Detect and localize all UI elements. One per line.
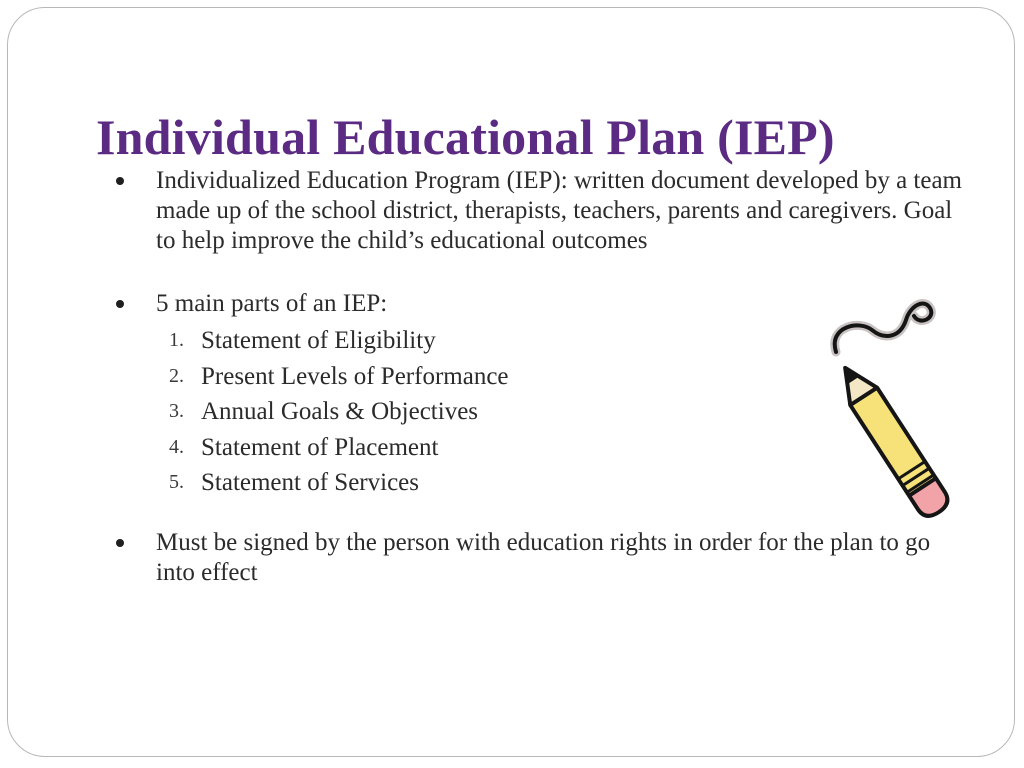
- list-item-label: Statement of Eligibility: [201, 327, 436, 354]
- list-item-label: Statement of Services: [201, 469, 419, 496]
- list-item-label: Present Levels of Performance: [201, 362, 509, 390]
- list-item-number: 1.: [169, 329, 184, 351]
- list-item-number: 5.: [169, 471, 184, 493]
- bullet-signature-requirement: Must be signed by the person with education rights in order for the plan to go into effect: [112, 528, 962, 588]
- slide-title: Individual Educational Plan (IEP): [96, 109, 835, 165]
- list-item-label: Annual Goals & Objectives: [201, 398, 479, 425]
- list-item-number: 2.: [169, 364, 184, 387]
- bullet-iep-definition: Individualized Education Program (IEP): written document developed by a team made up of the school district, therapists, teachers, parents and caregivers. Goal to help improve the child’s educational outcomes: [112, 166, 962, 256]
- list-item-number: 4.: [169, 435, 184, 458]
- list-item-label: Statement of Placement: [201, 433, 439, 461]
- list-item-number: 3.: [169, 400, 184, 422]
- bullet-main-parts: 5 main parts of an IEP:: [112, 289, 962, 319]
- pencil-clipart-icon: [820, 290, 980, 530]
